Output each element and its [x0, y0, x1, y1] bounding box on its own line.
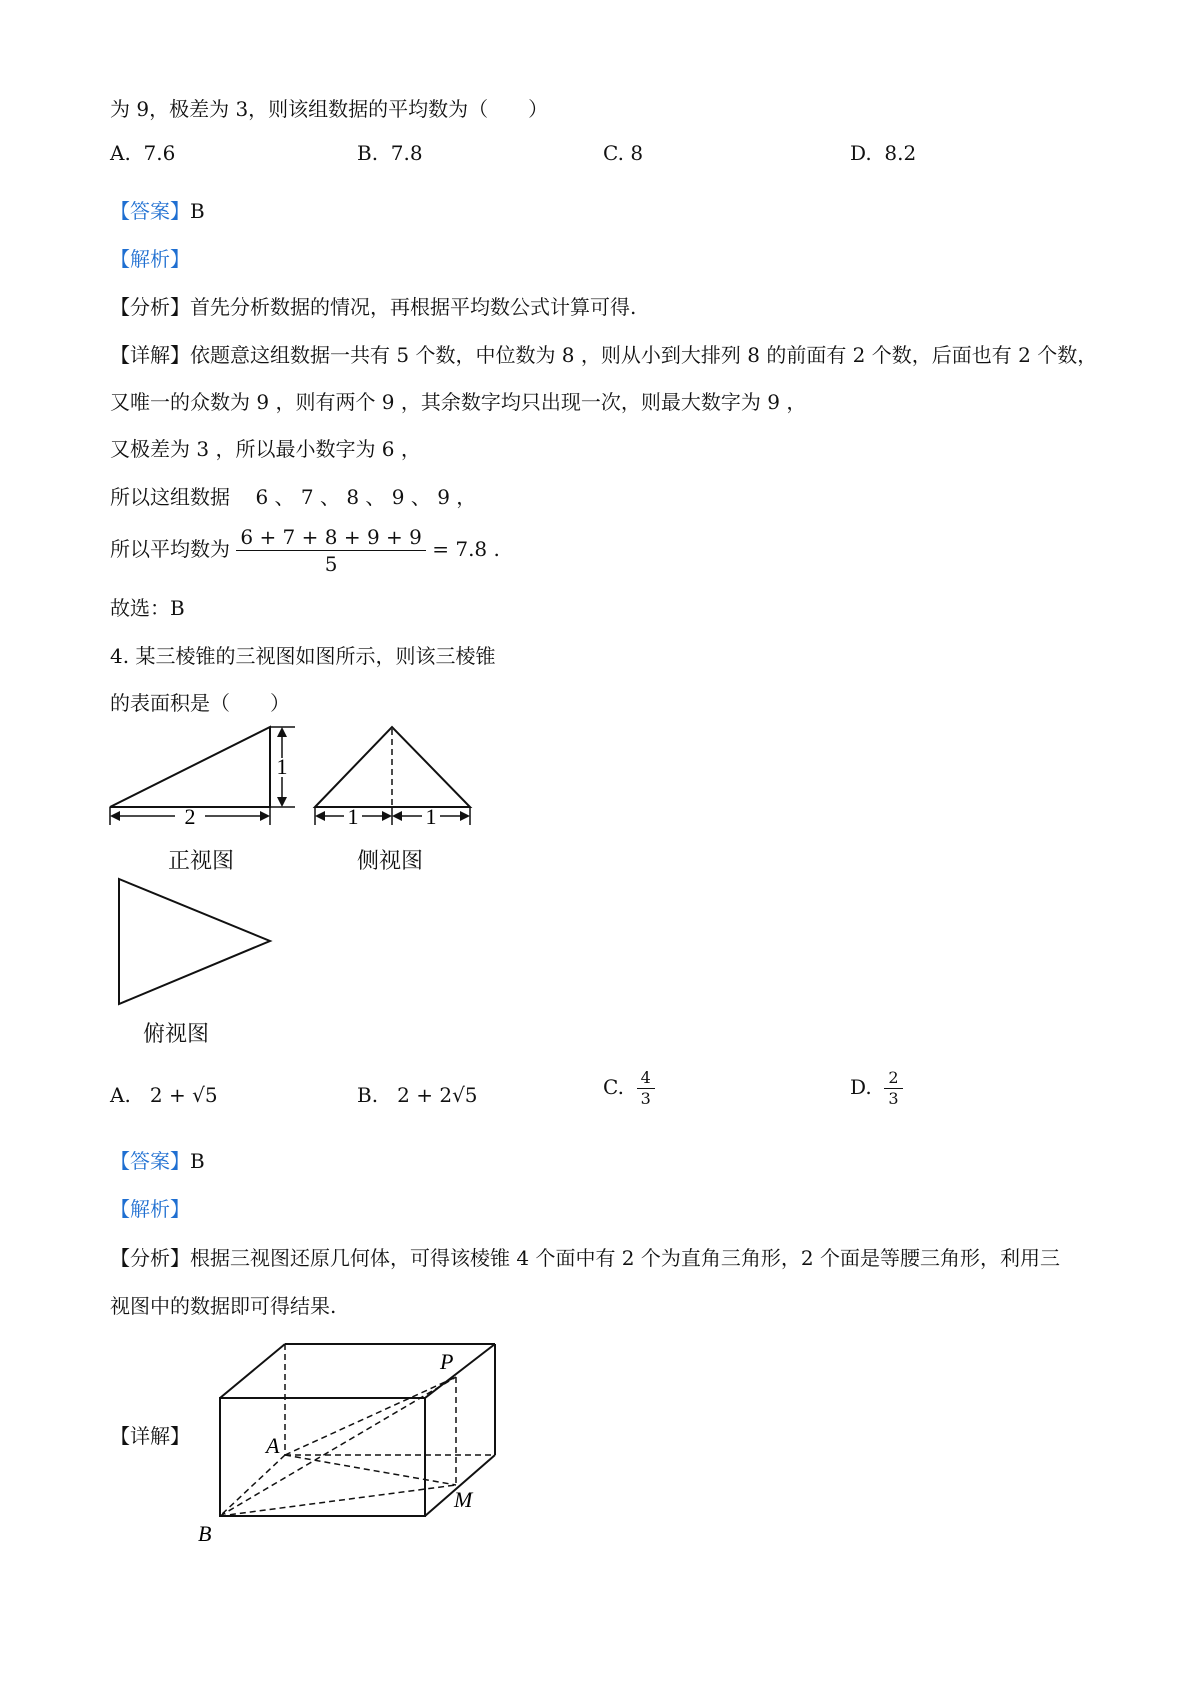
q4-option-d-label: D.	[850, 1075, 872, 1099]
cuboid-label-p: P	[440, 1349, 454, 1374]
q3-option-a	[110, 140, 175, 166]
q4-option-c-label: C.	[603, 1075, 624, 1099]
q3-option-a-value: 7.6	[143, 141, 176, 165]
q3-option-b	[357, 140, 423, 166]
q4-option-d	[850, 1068, 903, 1109]
q3-analysis-head: 【分析】	[110, 295, 190, 319]
side-right-label: 1	[425, 804, 437, 829]
q3-mean-prefix: 所以平均数为	[110, 537, 230, 561]
q3-option-b-value: 7.8	[390, 141, 423, 165]
q3-analysis-text: 首先分析数据的情况，再根据平均数公式计算可得.	[190, 295, 637, 319]
q3-detail-line2: 又唯一的众数为 9 ，则有两个 9 ，其余数字均只出现一次，则最大数字为 9 ，	[110, 390, 807, 414]
q4-stem-line2: 的表面积是（ ）	[110, 691, 290, 715]
q4-option-d-numerator: 2	[884, 1068, 902, 1089]
q3-option-c-value: 8	[630, 141, 644, 165]
q4-option-c-fraction	[637, 1068, 655, 1109]
q4-option-a-value: 2 + √5	[149, 1083, 218, 1107]
q4-analysis-line1	[110, 1245, 1060, 1271]
q3-detail-line4-prefix: 所以这组数据	[110, 485, 230, 509]
front-view-figure	[105, 725, 305, 835]
q3-option-d-label: D.	[850, 141, 872, 165]
cuboid-label-b: B	[198, 1521, 212, 1546]
q4-detail-head: 【详解】	[110, 1424, 190, 1448]
q3-answer-tag: 【答案】	[110, 199, 190, 223]
q4-answer: B	[190, 1149, 205, 1173]
q3-detail-head: 【详解】	[110, 343, 190, 367]
q3-mean-result: = 7.8 .	[432, 537, 500, 561]
q3-option-d-value: 8.2	[884, 141, 917, 165]
q3-stem-tail: 为 9，极差为 3，则该组数据的平均数为（ ）	[110, 97, 549, 121]
top-view-caption: 俯视图	[143, 1022, 210, 1047]
q4-option-b	[357, 1082, 478, 1108]
q4-option-b-value: 2 + 2√5	[397, 1083, 478, 1107]
q3-option-d	[850, 140, 916, 166]
q3-detail-line1	[110, 342, 1097, 368]
q3-option-c	[603, 140, 643, 166]
q3-answer: B	[190, 199, 205, 223]
q4-analysis-text1: 根据三视图还原几何体，可得该棱锥 4 个面中有 2 个为直角三角形，2 个面是等腰三角形，利用三	[190, 1246, 1060, 1270]
q3-mean-fraction	[236, 524, 426, 577]
q3-mean-numerator: 6 + 7 + 8 + 9 + 9	[236, 524, 426, 551]
q3-detail-line4	[110, 484, 476, 510]
side-view-caption: 侧视图	[357, 849, 424, 874]
q3-detail-line3: 又极差为 3 ，所以最小数字为 6 ，	[110, 437, 421, 461]
q3-option-c-label: C.	[603, 141, 624, 165]
q3-mean-denominator: 5	[324, 552, 338, 576]
q3-option-a-label: A.	[110, 141, 131, 165]
q3-analysis-line	[110, 294, 636, 320]
cuboid-figure	[190, 1325, 510, 1550]
q4-option-c-numerator: 4	[637, 1068, 655, 1089]
q4-stem-line1: 4. 某三棱锥的三视图如图所示，则该三棱锥	[110, 644, 496, 668]
q4-option-d-fraction	[884, 1068, 902, 1109]
front-height-label: 1	[276, 754, 288, 779]
cuboid-label-m: M	[454, 1487, 473, 1512]
q3-answer-line	[110, 198, 205, 224]
q4-option-c	[603, 1068, 655, 1109]
q4-option-a	[110, 1082, 218, 1108]
q4-analysis-line2: 视图中的数据即可得结果.	[110, 1294, 337, 1318]
q3-option-b-label: B.	[357, 141, 379, 165]
q3-mean-line	[110, 524, 500, 577]
cuboid-label-a: A	[266, 1433, 280, 1458]
q3-detail-text1: 依题意这组数据一共有 5 个数，中位数为 8 ，则从小到大排列 8 的前面有 2 个数，后面也有 2 个数，	[190, 343, 1098, 367]
side-left-label: 1	[347, 804, 359, 829]
q4-option-b-label: B.	[357, 1083, 379, 1107]
q4-answer-line	[110, 1148, 205, 1174]
q3-choice-line: 故选：B	[110, 596, 185, 620]
q4-option-a-label: A.	[110, 1083, 131, 1107]
q4-option-c-denominator: 3	[640, 1089, 651, 1108]
q4-answer-tag: 【答案】	[110, 1149, 190, 1173]
q4-analysis-tag: 【解析】	[110, 1197, 190, 1221]
top-view-figure	[115, 875, 275, 1015]
q4-option-d-denominator: 3	[888, 1089, 899, 1108]
q3-data-values: 6 、 7 、 8 、 9 、 9 ，	[255, 485, 477, 509]
front-view-caption: 正视图	[168, 849, 235, 874]
q3-analysis-tag: 【解析】	[110, 247, 190, 271]
q4-analysis-head: 【分析】	[110, 1246, 190, 1270]
side-view-figure	[310, 725, 480, 835]
front-width-label: 2	[184, 804, 196, 829]
